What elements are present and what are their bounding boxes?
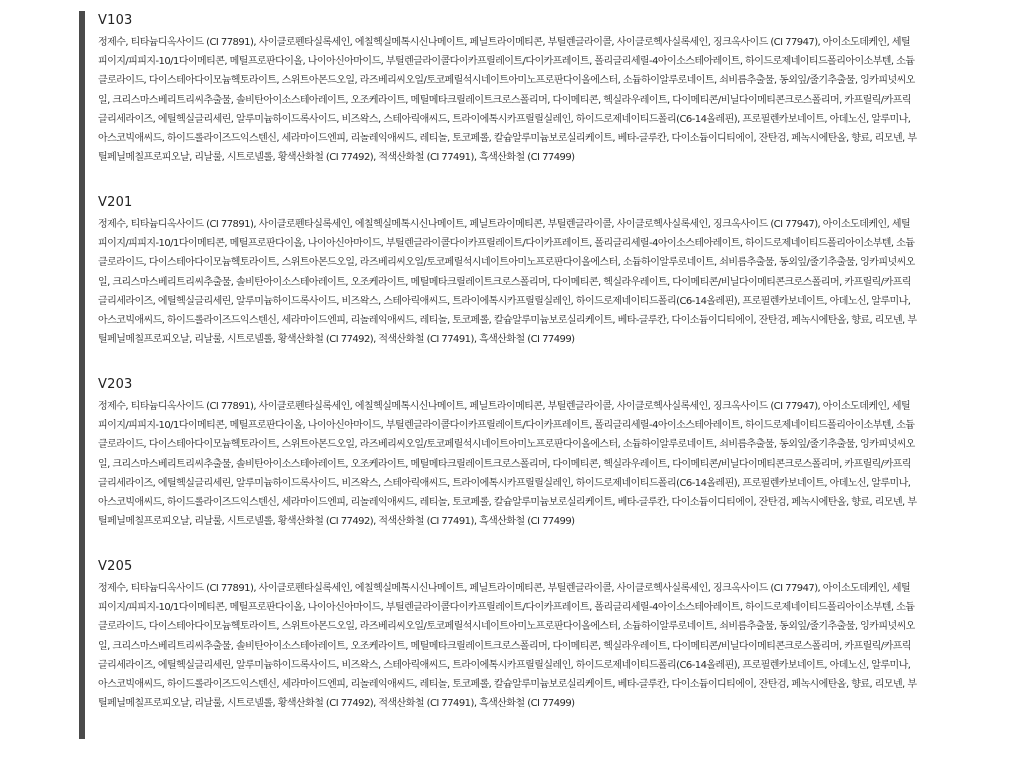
shade-section-v203 <box>98 375 919 551</box>
shade-ingredients-text: 정제수, 티타늄디옥사이드 (CI 77891), 사이클로펜타실록세인, 에칠헥실메톡시신나메이트, 페닐트라이메티콘, 부틸렌글라이콜, 사이클로헥사실록세인, 징크옥사이드 (CI 77947), 아이소도데케인, 세틸피이지/피피지-10/1다이메티콘, 메틸프로판다이올, 나이아신아마이드, 부틸렌글라이콜다이카프릴레이트/다이카프레이트, 폴리글리세릴-4아이소스테아레이트, 하이드로제네이티드폴리아이소부텐, 소듐클로라이드, 다이스테아다이모늄헥토라이트, 스위트아몬드오일, 라즈베리씨오일/토코페릴석시네이트아미노프로판다이올에스터, 소듐하이알루로네이트, 쇠비름추출물, 동외잎/줄기추출물, 잉카피넛씨오일, 크리스마스베리트리씨추출물, 솔비탄아이소스테아레이트, 오조케라이트, 메틸메타크릴레이트크로스폴리머, 다이메티콘, 헥실라우레이트, 다이메티콘/비닐다이메티콘크로스폴리머, 카프릴릭/카프릭글리세라이즈, 에틸헥실글리세린, 알루미늄하이드록사이드, 비즈왁스, 스테아릭애씨드, 트라이에톡시카프릴릴실레인, 하이드로제네이티드폴리(C6-14올레핀), 프로필렌카보네이트, 아데노신, 알루미나, 아스코빅애씨드, 하이드롤라이즈드익스텐신, 세라마이드엔피, 리놀레익애씨드, 레티놀, 토코페롤, 칼슘알루미늄보로실리케이트, 베타-글루칸, 다이소듐이디티에이, 잔탄검, 페녹시에탄올, 향료, 리모넨, 부틸페닐메칠프로피오날, 리날룰, 시트로넬롤, 황색산화철 (CI 77492), 적색산화철 (CI 77491), 흑색산화철 (CI 77499) <box>98 401 917 528</box>
shade-title: V103 <box>98 13 133 28</box>
shade-section-v103 <box>98 11 919 187</box>
shade-ingredients-text: 정제수, 티타늄디옥사이드 (CI 77891), 사이클로펜타실록세인, 에칠헥실메톡시신나메이트, 페닐트라이메티콘, 부틸렌글라이콜, 사이클로헥사실록세인, 징크옥사이드 (CI 77947), 아이소도데케인, 세틸피이지/피피지-10/1다이메티콘, 메틸프로판다이올, 나이아신아마이드, 부틸렌글라이콜다이카프릴레이트/다이카프레이트, 폴리글리세릴-4아이소스테아레이트, 하이드로제네이티드폴리아이소부텐, 소듐클로라이드, 다이스테아다이모늄헥토라이트, 스위트아몬드오일, 라즈베리씨오일/토코페릴석시네이트아미노프로판다이올에스터, 소듐하이알루로네이트, 쇠비름추출물, 동외잎/줄기추출물, 잉카피넛씨오일, 크리스마스베리트리씨추출물, 솔비탄아이소스테아레이트, 오조케라이트, 메틸메타크릴레이트크로스폴리머, 다이메티콘, 헥실라우레이트, 다이메티콘/비닐다이메티콘크로스폴리머, 카프릴릭/카프릭글리세라이즈, 에틸헥실글리세린, 알루미늄하이드록사이드, 비즈왁스, 스테아릭애씨드, 트라이에톡시카프릴릴실레인, 하이드로제네이티드폴리(C6-14올레핀), 프로필렌카보네이트, 아데노신, 알루미나, 아스코빅애씨드, 하이드롤라이즈드익스텐신, 세라마이드엔피, 리놀레익애씨드, 레티놀, 토코페롤, 칼슘알루미늄보로실리케이트, 베타-글루칸, 다이소듐이디티에이, 잔탄검, 페녹시에탄올, 향료, 리모넨, 부틸페닐메칠프로피오날, 리날룰, 시트로넬롤, 황색산화철 (CI 77492), 적색산화철 (CI 77491), 흑색산화철 (CI 77499) <box>98 219 917 346</box>
shade-title: V201 <box>98 195 133 210</box>
ingredient-list-blockquote <box>79 11 919 739</box>
shade-section-v205 <box>98 557 919 733</box>
shade-ingredients-text: 정제수, 티타늄디옥사이드 (CI 77891), 사이클로펜타실록세인, 에칠헥실메톡시신나메이트, 페닐트라이메티콘, 부틸렌글라이콜, 사이클로헥사실록세인, 징크옥사이드 (CI 77947), 아이소도데케인, 세틸피이지/피피지-10/1다이메티콘, 메틸프로판다이올, 나이아신아마이드, 부틸렌글라이콜다이카프릴레이트/다이카프레이트, 폴리글리세릴-4아이소스테아레이트, 하이드로제네이티드폴리아이소부텐, 소듐클로라이드, 다이스테아다이모늄헥토라이트, 스위트아몬드오일, 라즈베리씨오일/토코페릴석시네이트아미노프로판다이올에스터, 소듐하이알루로네이트, 쇠비름추출물, 동외잎/줄기추출물, 잉카피넛씨오일, 크리스마스베리트리씨추출물, 솔비탄아이소스테아레이트, 오조케라이트, 메틸메타크릴레이트크로스폴리머, 다이메티콘, 헥실라우레이트, 다이메티콘/비닐다이메티콘크로스폴리머, 카프릴릭/카프릭글리세라이즈, 에틸헥실글리세린, 알루미늄하이드록사이드, 비즈왁스, 스테아릭애씨드, 트라이에톡시카프릴릴실레인, 하이드로제네이티드폴리(C6-14올레핀), 프로필렌카보네이트, 아데노신, 알루미나, 아스코빅애씨드, 하이드롤라이즈드익스텐신, 세라마이드엔피, 리놀레익애씨드, 레티놀, 토코페롤, 칼슘알루미늄보로실리케이트, 베타-글루칸, 다이소듐이디티에이, 잔탄검, 페녹시에탄올, 향료, 리모넨, 부틸페닐메칠프로피오날, 리날룰, 시트로넬롤, 황색산화철 (CI 77492), 적색산화철 (CI 77491), 흑색산화철 (CI 77499) <box>98 583 917 710</box>
shade-ingredients-text: 정제수, 티타늄디옥사이드 (CI 77891), 사이클로펜타실록세인, 에칠헥실메톡시신나메이트, 페닐트라이메티콘, 부틸렌글라이콜, 사이클로헥사실록세인, 징크옥사이드 (CI 77947), 아이소도데케인, 세틸피이지/피피지-10/1다이메티콘, 메틸프로판다이올, 나이아신아마이드, 부틸렌글라이콜다이카프릴레이트/다이카프레이트, 폴리글리세릴-4아이소스테아레이트, 하이드로제네이티드폴리아이소부텐, 소듐클로라이드, 다이스테아다이모늄헥토라이트, 스위트아몬드오일, 라즈베리씨오일/토코페릴석시네이트아미노프로판다이올에스터, 소듐하이알루로네이트, 쇠비름추출물, 동외잎/줄기추출물, 잉카피넛씨오일, 크리스마스베리트리씨추출물, 솔비탄아이소스테아레이트, 오조케라이트, 메틸메타크릴레이트크로스폴리머, 다이메티콘, 헥실라우레이트, 다이메티콘/비닐다이메티콘크로스폴리머, 카프릴릭/카프릭글리세라이즈, 에틸헥실글리세린, 알루미늄하이드록사이드, 비즈왁스, 스테아릭애씨드, 트라이에톡시카프릴릴실레인, 하이드로제네이티드폴리(C6-14올레핀), 프로필렌카보네이트, 아데노신, 알루미나, 아스코빅애씨드, 하이드롤라이즈드익스텐신, 세라마이드엔피, 리놀레익애씨드, 레티놀, 토코페롤, 칼슘알루미늄보로실리케이트, 베타-글루칸, 다이소듐이디티에이, 잔탄검, 페녹시에탄올, 향료, 리모넨, 부틸페닐메칠프로피오날, 리날룰, 시트로넬롤, 황색산화철 (CI 77492), 적색산화철 (CI 77491), 흑색산화철 (CI 77499) <box>98 37 917 164</box>
shade-title: V203 <box>98 377 133 392</box>
shade-section-v201 <box>98 193 919 369</box>
shade-title: V205 <box>98 559 133 574</box>
